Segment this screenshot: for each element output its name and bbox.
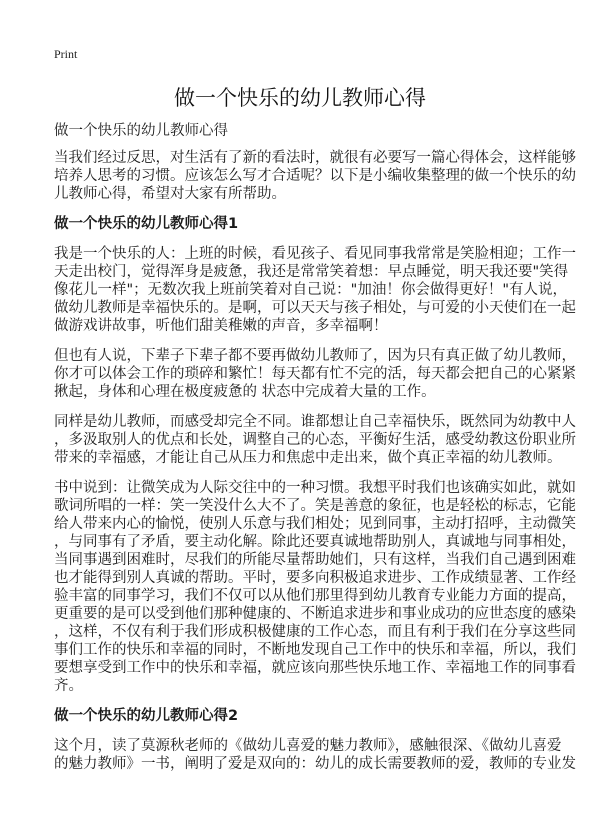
text-line: ，多汲取别人的优点和长处，调整自己的心态，平衡好生活，感受幼教这份职业所 xyxy=(54,432,576,448)
subtitle: 做一个快乐的幼儿教师心得 xyxy=(54,123,228,139)
paragraph xyxy=(54,413,576,467)
text-line: 歌词所唱的一样：笑一笑没什么大不了。笑是善意的象征，也是轻松的标志，它能 xyxy=(54,498,576,514)
text-line: 你才可以体会工作的琐碎和繁忙！每天都有忙不完的活，每天都会把自己的心紧紧 xyxy=(54,366,576,382)
page-title: 做一个快乐的幼儿教师心得 xyxy=(174,86,426,110)
text-line: ，与同事有了矛盾，要主动化解。除此还要真诚地帮助别人，真诚地与同事相处， xyxy=(54,534,576,550)
section-heading-1: 做一个快乐的幼儿教师心得1 xyxy=(54,216,239,232)
text-line: 当我们经过反思，对生活有了新的看法时，就很有必要写一篇心得体会，这样能够 xyxy=(54,150,576,166)
text-line: 齐。 xyxy=(54,678,83,694)
text-line: 验丰富的同事学习，我们不仅可以从他们那里得到幼儿教育专业能力方面的提高， xyxy=(54,588,576,604)
text-line: 也才能得到别人真诚的帮助。平时，要多向积极追求进步、工作成绩显著、工作经 xyxy=(54,570,576,586)
text-line: 这个月，读了莫源秋老师的《做幼儿喜爱的魅力教师》，感触很深、《做幼儿喜爱 xyxy=(54,738,562,754)
text-line: 书中说到：让微笑成为人际交往中的一种习惯。我想平时我们也该确实如此，就如 xyxy=(54,480,576,496)
text-line: 更重要的是可以受到他们那种健康的、不断追求进步和事业成功的应世态度的感染 xyxy=(54,606,576,622)
text-line: ，这样，不仅有利于我们形成积极健康的工作心态，而且有利于我们在分享这些同 xyxy=(54,624,576,640)
text-line: 儿教师心得，希望对大家有所帮助。 xyxy=(54,186,286,202)
text-line: 做幼儿教师是幸福快乐的。是啊，可以天天与孩子相处，与可爱的小天使们在一起 xyxy=(54,300,576,316)
text-line: 我是一个快乐的人：上班的时候，看见孩子、看见同事我常常是笑脸相迎；工作一 xyxy=(54,246,576,262)
text-line: 事们工作的快乐和幸福的同时，不断地发现自己工作中的快乐和幸福，所以，我们 xyxy=(54,642,576,658)
text-line: 但也有人说，下辈子下辈子都不要再做幼儿教师了，因为只有真正做了幼儿教师， xyxy=(54,348,576,364)
paragraph xyxy=(54,245,576,335)
text-line: 带来的幸福感，才能让自己从压力和焦虑中走出来，做个真正幸福的幼儿教师。 xyxy=(54,450,562,466)
text-line: 要想享受到工作中的快乐和幸福，就应该向那些快乐地工作、幸福地工作的同事看 xyxy=(54,660,576,676)
text-line: 的魅力教师》一书，阐明了爱是双向的：幼儿的成长需要教师的爱，教师的专业发 xyxy=(54,756,576,772)
text-line: 像花儿一样"；无数次我上班前笑着对自己说："加油！你会做得更好！"有人说， xyxy=(54,282,568,298)
print-link[interactable]: Print xyxy=(54,47,78,61)
paragraph xyxy=(54,347,576,401)
text-line: 当同事遇到困难时，尽我们的所能尽量帮助她们，只有这样，当我们自己遇到困难 xyxy=(54,552,576,568)
paragraph xyxy=(54,479,576,695)
text-line: 同样是幼儿教师，而感受却完全不同。谁都想让自己幸福快乐，既然同为幼教中人 xyxy=(54,414,576,430)
text-line: 天走出校门，觉得浑身是疲惫，我还是常常笑着想：早点睡觉，明天我还要"笑得 xyxy=(54,264,569,280)
article-body xyxy=(54,149,576,785)
section-heading-2: 做一个快乐的幼儿教师心得2 xyxy=(54,708,239,724)
paragraph xyxy=(54,737,576,773)
intro-paragraph xyxy=(54,149,576,203)
text-line: 做游戏讲故事，听他们甜美稚嫩的声音，多幸福啊！ xyxy=(54,318,388,334)
text-line: 培养人思考的习惯。应该怎么写才合适呢？以下是小编收集整理的做一个快乐的幼 xyxy=(54,168,576,184)
text-line: 揪起，身体和心理在极度疲惫的 状态中完成着大量的工作。 xyxy=(54,384,436,400)
text-line: 给人带来内心的愉悦，使别人乐意与我们相处；见到同事，主动打招呼，主动微笑 xyxy=(54,516,576,532)
